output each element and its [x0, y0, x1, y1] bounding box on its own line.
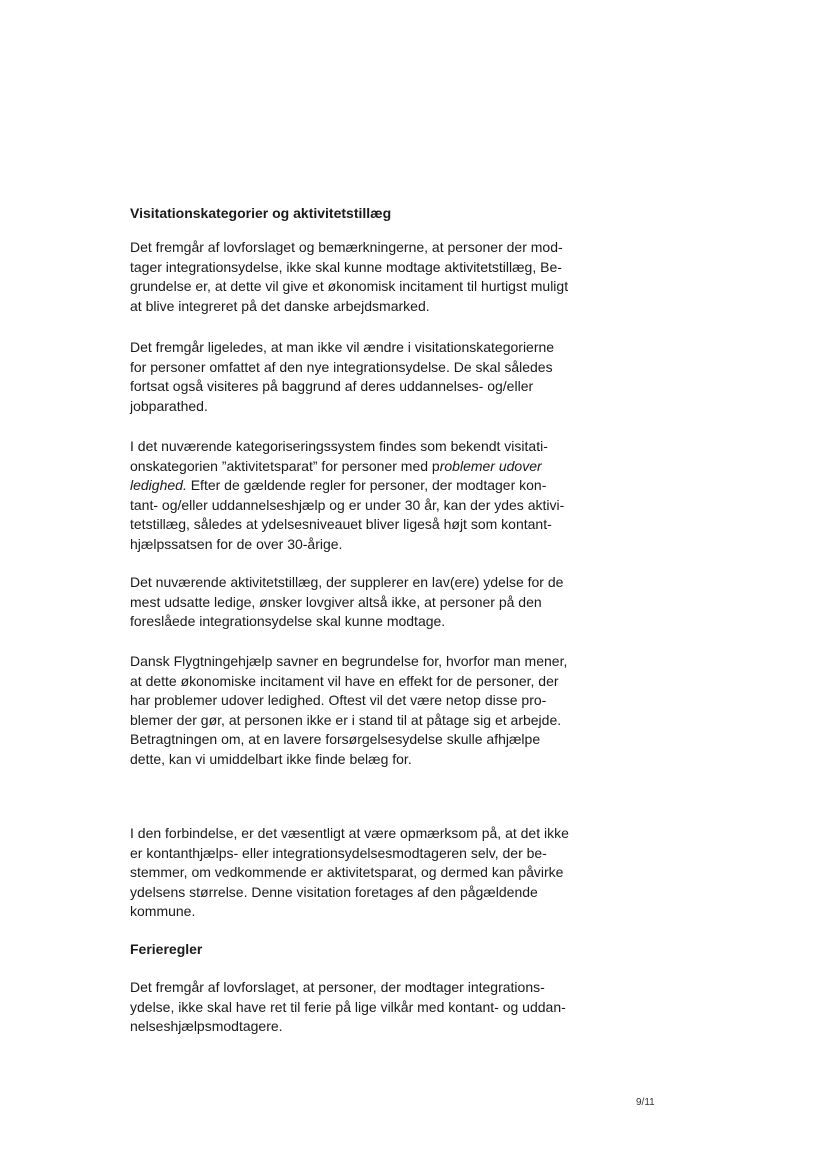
paragraph-line: Betragtningen om, at en lavere forsørgelsesydelse skulle afhjælpe	[130, 731, 541, 747]
paragraph-line: tetstillæg, således at ydelsesniveauet bliver ligeså højt som kontant-	[130, 516, 552, 532]
paragraph-text: onskategorien ”aktivitetsparat” for personer med p	[130, 457, 440, 474]
italic-text: ledighed.	[130, 477, 187, 493]
paragraph-line: Det fremgår af lovforslaget og bemærkningerne, at personer der mod-	[130, 239, 563, 255]
paragraph-line: er kontanthjælps- eller integrationsydelsesmodtageren selv, der be-	[130, 844, 547, 861]
paragraph-line	[130, 457, 608, 477]
paragraph-line: ydelsens størrelse. Denne visitation foretages af den pågældende	[130, 883, 538, 900]
paragraph-line: Det fremgår af lovforslaget, at personer, der modtager integrations-	[130, 979, 545, 995]
paragraph-4	[130, 573, 608, 632]
paragraph-line: ydelse, ikke skal have ret til ferie på lige vilkår med kontant- og uddan-	[130, 998, 566, 1015]
paragraph-line: stemmer, om vedkommende er aktivitetsparat, og dermed kan påvirke	[130, 864, 564, 880]
section-heading-ferieregler: Ferieregler	[130, 941, 203, 957]
paragraph-6	[130, 824, 608, 922]
section-heading-visitation: Visitationskategorier og aktivitetstillæg	[130, 205, 392, 221]
paragraph-line: Det fremgår ligeledes, at man ikke vil ændre i visitationskategorierne	[130, 339, 555, 355]
paragraph-line: har problemer udover ledighed. Oftest vil det være netop disse pro-	[130, 692, 547, 708]
paragraph-line: dette, kan vi umiddelbart ikke finde belæg for.	[130, 750, 412, 767]
paragraph-line: foreslåede integrationsydelse skal kunne modtage.	[130, 613, 446, 629]
paragraph-line: Det nuværende aktivitetstillæg, der supplerer en lav(ere) ydelse for de	[130, 574, 564, 590]
paragraph-5	[130, 652, 608, 769]
paragraph-7	[130, 978, 608, 1037]
paragraph-line: tager integrationsydelse, ikke skal kunne modtage aktivitetstillæg, Be-	[130, 258, 562, 275]
paragraph-line: fortsat også visiteres på baggrund af deres uddannelses- og/eller	[130, 378, 534, 394]
paragraph-line: I det nuværende kategoriseringssystem findes som bekendt visitati-	[130, 438, 548, 454]
page-number: 9/11	[636, 1097, 655, 1108]
paragraph-line: kommune.	[130, 903, 196, 919]
paragraph-text: Efter de gældende regler for personer, der modtager kon-	[186, 477, 547, 493]
paragraph-line: for personer omfattet af den nye integrationsydelse. De skal således	[130, 358, 553, 375]
paragraph-line: tant- og/eller uddannelseshjælp og er under 30 år, kan der ydes aktivi-	[130, 496, 565, 513]
paragraph-line: hjælpssatsen for de over 30-årige.	[130, 535, 343, 552]
paragraph-line: nelseshjælpsmodtagere.	[130, 1018, 283, 1034]
paragraph-line: jobparathed.	[130, 397, 208, 414]
italic-text: roblemer udover	[439, 457, 542, 474]
paragraph-line: blemer der gør, at personen ikke er i stand til at påtage sig et arbejde.	[130, 711, 562, 728]
paragraph-line: mest udsatte ledige, ønsker lovgiver altså ikke, at personer på den	[130, 593, 542, 610]
paragraph-line	[130, 476, 608, 496]
paragraph-line: at dette økonomiske incitament vil have en effekt for de personer, der	[130, 672, 559, 689]
paragraph-line: grundelse er, at dette vil give et økonomisk incitament til hurtigst muligt	[130, 278, 569, 294]
paragraph-line: I den forbindelse, er det væsentligt at være opmærksom på, at det ikke	[130, 825, 569, 841]
paragraph-line: Dansk Flygtningehjælp savner en begrundelse for, hvorfor man mener,	[130, 653, 568, 669]
paragraph-line: at blive integreret på det danske arbejdsmarked.	[130, 297, 430, 314]
paragraph-1	[130, 238, 608, 316]
paragraph-3	[130, 437, 608, 554]
paragraph-2	[130, 338, 608, 416]
